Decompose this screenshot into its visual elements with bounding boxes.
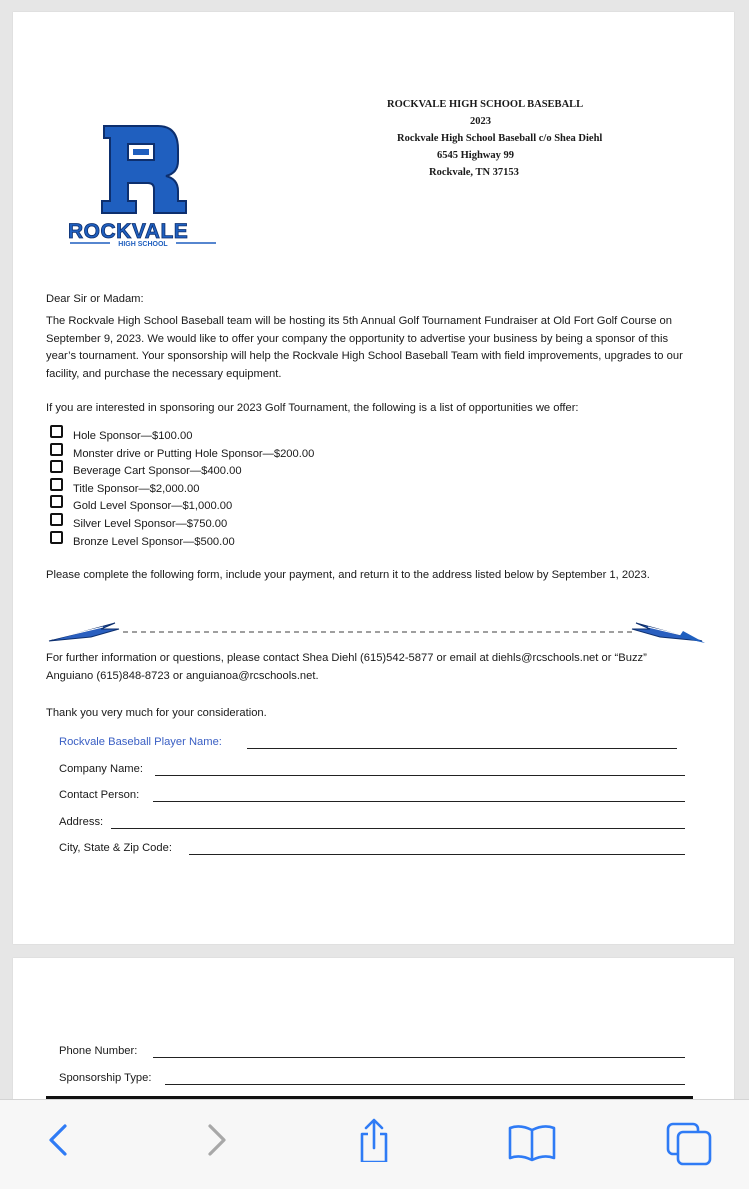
letterhead (373, 96, 643, 181)
forward-icon (196, 1118, 240, 1162)
phone-number-line[interactable] (153, 1057, 685, 1058)
thanks-line: Thank you very much for your consideration. (46, 707, 267, 719)
checkbox[interactable] (50, 478, 63, 491)
sponsorship-type-line[interactable] (165, 1084, 685, 1085)
phone-number-label: Phone Number: (59, 1045, 138, 1057)
checkbox[interactable] (50, 513, 63, 526)
checkbox[interactable] (50, 531, 63, 544)
back-button[interactable] (35, 1118, 79, 1162)
checkbox[interactable] (50, 460, 63, 473)
address-label: Address: (59, 816, 104, 828)
contact-person-line[interactable] (153, 801, 685, 802)
contact-person-label: Contact Person: (59, 789, 140, 801)
checkbox[interactable] (50, 425, 63, 438)
back-icon (35, 1118, 79, 1162)
company-name-field[interactable] (59, 761, 685, 779)
address-field[interactable] (59, 814, 685, 832)
sponsorship-type-label: Sponsorship Type: (59, 1072, 152, 1084)
cut-line-divider (43, 617, 708, 647)
address-line[interactable] (111, 828, 685, 829)
bookmarks-button[interactable] (508, 1118, 552, 1162)
logo-subtitle: HIGH SCHOOL (118, 241, 168, 248)
instructions-paragraph: Please complete the following form, include your payment, and return it to the address listed below by September 1, 2023. (46, 569, 650, 581)
tabs-button[interactable] (666, 1118, 710, 1162)
share-button[interactable] (352, 1118, 396, 1162)
checkbox[interactable] (50, 495, 63, 508)
company-name-line[interactable] (155, 775, 685, 776)
contact-paragraph: For further information or questions, please contact Shea Diehl (615)542-5877 or email at diehls@rcschools.net or “Buzz” Anguiano (615)848-8723 or anguianoa@rcschools.net. (46, 652, 647, 682)
city-state-zip-line[interactable] (189, 854, 685, 855)
tabs-icon (666, 1118, 714, 1166)
logo-wordmark: ROCKVALE (68, 220, 189, 243)
letterhead-title: ROCKVALE HIGH SCHOOL BASEBALL (387, 99, 584, 110)
checkbox[interactable] (50, 443, 63, 456)
player-name-line[interactable] (247, 748, 677, 749)
bookmarks-icon (508, 1118, 556, 1162)
contact-person-field[interactable] (59, 787, 685, 805)
document-page-1: ROCKVALE HIGH SCHOOL ROCKVALE HIGH SCHOOL BASEBALL 2023 Rockvale High School Baseball c/o Shea Diehl 6545 Highway 99 Rockvale, TN 37153 Dear Sir or Madam: The Rockvale High School Baseball team will be hosting its 5th Annual Golf Tournament Fundraiser at Old Fort Golf Course on September 9, 2023. We would like to offer your company the opportunity to advertise your business by being a sponsor of this year’s tournament. Your sponsorship will help the Rockvale High School Baseball Team with field improvements, upgrades to our facility, and purchase the necessary equipment. If you are interested in sponsoring our 2023 Golf Tournament, the following is a list of opportunities we offer: Hole Sponsor—$100.00 Monster drive or Putting Hole Sponsor—$200.00 Beverage Cart Sponsor—$400.00 Title Sponsor—$2,000.00 Gold Level Sponsor—$1,000.00 Silver Level Sponsor—$750.00 Bronze Level Sponsor—$500.00 Please complete the following form, include your payment, and return it to the address listed below by September 1, 2023. For further information or questions, please contact Shea Diehl (615)542-5877 or email at diehls@rcschools.net or “Buzz” Anguiano (615)848-8723 or anguianoa@rcschools.net. Thank you very much for your consideration. Rockvale Baseball Player Name: Company Name: Contact Person: Address: City, State & Zip Code: (13, 12, 734, 944)
interest-paragraph: If you are interested in sponsoring our 2023 Golf Tournament, the following is a list of opportunities we offer: (46, 402, 579, 414)
forward-button[interactable] (196, 1118, 240, 1162)
left-arrow-icon (49, 623, 119, 641)
letterhead-city: Rockvale, TN 37153 (429, 167, 519, 178)
letterhead-year: 2023 (470, 116, 491, 127)
player-name-label: Rockvale Baseball Player Name: (59, 736, 222, 748)
city-state-zip-field[interactable] (59, 840, 685, 858)
share-icon (352, 1118, 396, 1162)
rockvale-logo (66, 123, 226, 248)
city-state-zip-label: City, State & Zip Code: (59, 842, 172, 854)
salutation: Dear Sir or Madam: (46, 293, 144, 305)
company-name-label: Company Name: (59, 763, 143, 775)
letterhead-attention: Rockvale High School Baseball c/o Shea Diehl (397, 133, 603, 144)
intro-paragraph: The Rockvale High School Baseball team will be hosting its 5th Annual Golf Tournament Fundraiser at Old Fort Golf Course on September 9, 2023. We would like to offer your company the opportunity to advertise your business by being a sponsor of this year’s tournament. Your sponsorship will help the Rockvale High School Baseball Team with field improvements, upgrades to our facility, and purchase the necessary equipment. (46, 315, 683, 380)
right-arrow-icon (632, 623, 705, 643)
letterhead-street: 6545 Highway 99 (437, 150, 515, 161)
phone-number-field[interactable] (59, 1043, 685, 1061)
sponsorship-type-field[interactable] (59, 1070, 685, 1088)
document-page-2 (13, 958, 734, 1108)
player-name-field[interactable] (59, 734, 677, 752)
browser-toolbar (0, 1099, 749, 1189)
